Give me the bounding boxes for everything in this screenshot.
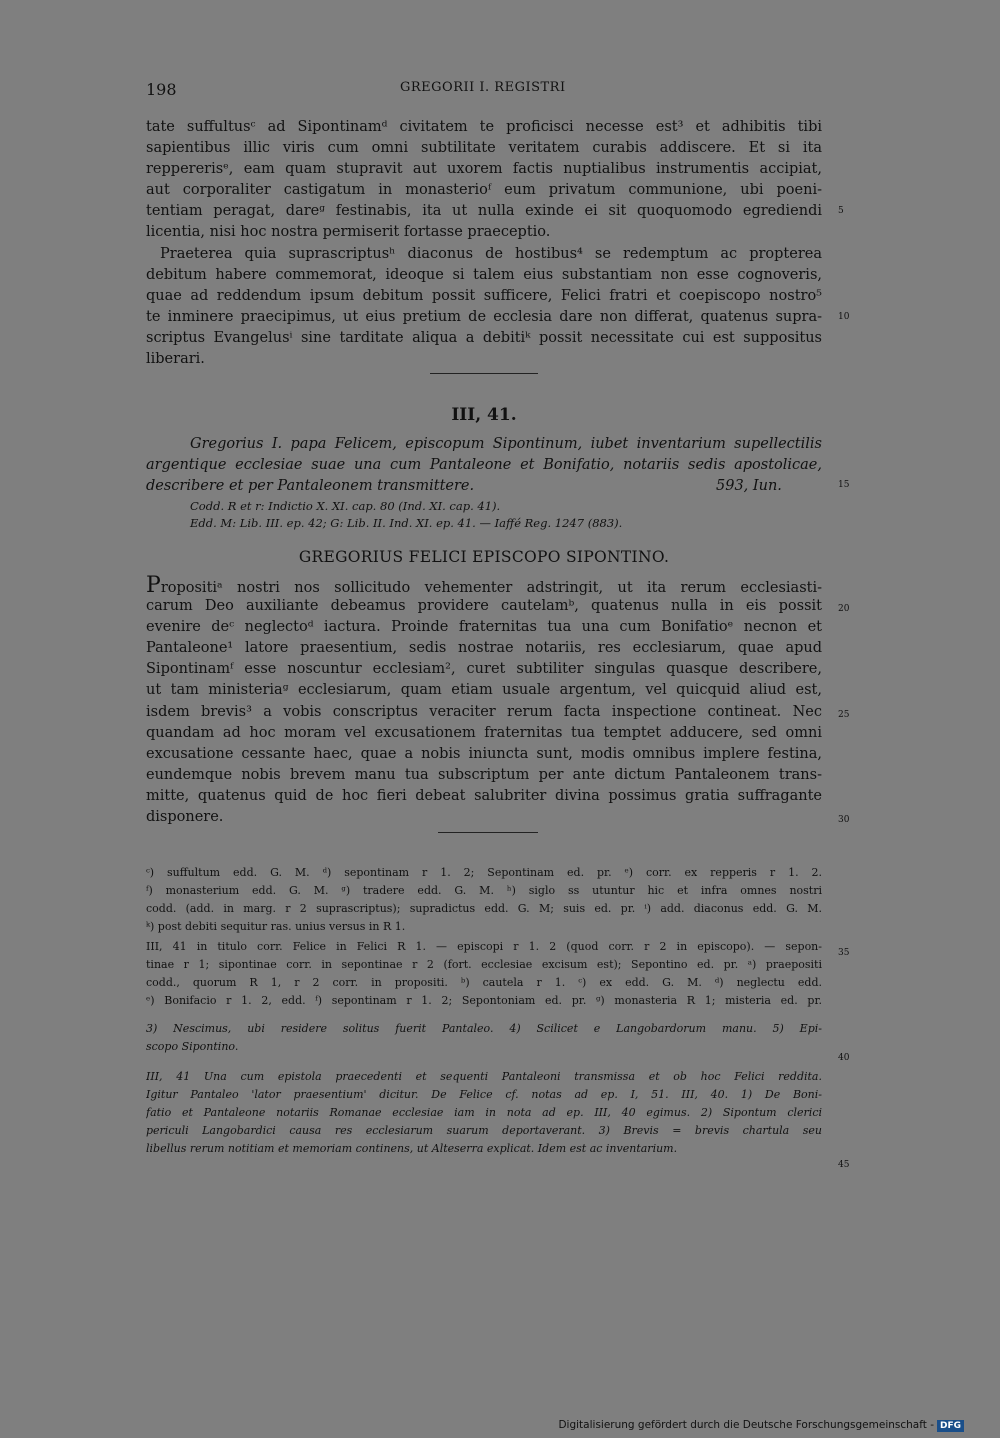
summary-line: argentique ecclesiae suae una cum Pantaleone et Bonifatio, notariis sedis apostolicae,: [146, 457, 822, 474]
text-line: isdem brevis³ a vobis conscriptus veraciter rerum facta inspectione contineat. Nec: [146, 703, 822, 720]
apparatus-line: codd. (add. in marg. r 2 suprascriptus); supradictus edd. G. M; suis ed. pr. ⁱ) add. diaconus edd. G. M.: [146, 902, 822, 915]
historical-notes-1: [146, 1020, 822, 1056]
apparatus-line: tinae r 1; sipontinae corr. in sepontinae r 2 (fort. ecclesiae excisum est); Sepontino ed. pr. ᵃ) praepositi: [146, 958, 822, 971]
digitization-credit: [558, 1419, 964, 1432]
note-line: Igitur Pantaleo 'lator praesentium' dicitur. De Felice cf. notas ad ep. I, 51. III, 40. 1) De Boni-: [146, 1088, 822, 1101]
text-line: scriptus Evangelusⁱ sine tarditate aliqua a debitiᵏ possit necessitate cui est suppositus: [146, 330, 822, 347]
summary-text: describere et per Pantaleonem transmittere.: [146, 478, 475, 495]
epistle-number: III, 41.: [451, 405, 517, 425]
text-line: disponere.: [146, 809, 224, 826]
line-number: 15: [838, 480, 850, 490]
historical-notes-2: [146, 1068, 822, 1158]
text-line: quae ad reddendum ipsum debitum possit sufficere, Felici fratri et coepiscopo nostro⁵: [146, 288, 822, 305]
note-line: scopo Sipontino.: [146, 1040, 239, 1053]
text-line: Praeterea quia suprascriptusʰ diaconus de hostibus⁴ se redemptum ac propterea: [160, 246, 822, 262]
summary-line: [146, 476, 822, 497]
line-number: 30: [838, 815, 850, 825]
text-line: [146, 575, 822, 596]
epistle-summary: [146, 434, 822, 497]
running-title: GREGORII I. REGISTRI: [400, 80, 566, 95]
line-number: 5: [838, 206, 844, 216]
text-line: tentiam peragat, dareᵍ festinabis, ita ut nulla exinde ei sit quoquomodo egrediendi: [146, 203, 822, 220]
note-line: 3) Nescimus, ubi residere solitus fuerit Pantaleo. 4) Scilicet e Langobardorum manu. 5) Epi-: [146, 1022, 822, 1035]
text-line: Pantaleone¹ latore praesentium, sedis nostrae notariis, res ecclesiarum, quae apud: [146, 640, 822, 657]
text-line: carum Deo auxiliante debeamus providere cautelamᵇ, quatenus nulla in eis possit: [146, 598, 822, 615]
text-line: evenire deᶜ neglectoᵈ iactura. Proinde fraternitas tua una cum Bonifatioᵉ necnon et: [146, 619, 822, 636]
dfg-logo: DFG: [937, 1420, 964, 1432]
text-line: debitum habere commemorat, ideoque si talem eius substantiam non esse cognoveris,: [146, 267, 822, 284]
text-line: te inminere praecipimus, ut eius pretium de ecclesia dare non differat, quatenus supra-: [146, 309, 822, 326]
apparatus-criticus-2: [146, 938, 822, 1010]
apparatus-line: codd., quorum R 1, r 2 corr. in propositi. ᵇ) cautela r 1. ᶜ) ex edd. G. M. ᵈ) neglectu edd.: [146, 976, 822, 989]
text-line: licentia, nisi hoc nostra permiserit fortasse praeceptio.: [146, 224, 551, 241]
line-number: 10: [838, 312, 850, 322]
note-line: III, 41 Una cum epistola praecedenti et sequenti Pantaleoni transmissa et ob hoc Felici reddita.: [146, 1070, 822, 1083]
summary-line: Gregorius I. papa Felicem, episcopum Sipontinum, iubet inventarium supellectilis: [190, 436, 822, 452]
text-line-rest: ropositiᵃ nostri nos sollicitudo vehementer adstringit, ut ita rerum ecclesiasti-: [160, 580, 822, 596]
apparatus-line: ᵏ) post debiti sequitur ras. unius versus in R 1.: [146, 920, 406, 933]
text-line: sapientibus illic viris cum omni subtilitate veritatem curabis addiscere. Et si ita: [146, 140, 822, 157]
apparatus-line: III, 41 in titulo corr. Felice in Felici R 1. — episcopi r 1. 2 (quod corr. r 2 in episcopo). — sepon-: [146, 940, 822, 953]
text-line: mitte, quatenus quid de hoc fieri debeat salubriter divina possimus gratia suffragante: [146, 787, 822, 804]
section-divider: [430, 373, 538, 374]
section-divider: [438, 832, 538, 833]
line-number: 25: [838, 710, 850, 720]
line-number: 35: [838, 948, 850, 958]
text-line: reppererisᵉ, eam quam stupravit aut uxorem factis nuptialibus instrumentis accipiat,: [146, 161, 822, 178]
text-line: liberari.: [146, 351, 205, 368]
text-line: excusatione cessante haec, quae a nobis iniuncta sunt, modis omnibus implere festina,: [146, 745, 822, 762]
text-line: tate suffultusᶜ ad Sipontinamᵈ civitatem te proficisci necesse est³ et adhibitis tibi: [146, 119, 822, 135]
text-line: aut corporaliter castigatum in monasterioᶠ eum privatum communione, ubi poeni-: [146, 182, 822, 199]
line-number: 20: [838, 604, 850, 614]
second-paragraph: [146, 244, 822, 371]
note-line: fatio et Pantaleone notariis Romanae ecclesiae iam in nota ad ep. III, 40 egimus. 2) Sipontum clerici: [146, 1106, 822, 1119]
apparatus-line: ᶜ) suffultum edd. G. M. ᵈ) sepontinam r 1. 2; Sepontinam ed. pr. ᵉ) corr. ex repperis r 1. 2.: [146, 866, 822, 879]
page-number: 198: [146, 80, 177, 99]
credit-text: Digitalisierung gefördert durch die Deutsche Forschungsgemeinschaft -: [558, 1419, 934, 1431]
apparatus-criticus-1: [146, 864, 822, 936]
note-line: libellus rerum notitiam et memoriam continens, ut Alteserra explicat. Idem est ac inventarium.: [146, 1142, 678, 1155]
line-number: 45: [838, 1160, 850, 1170]
letter-title: GREGORIUS FELICI EPISCOPO SIPONTINO.: [298, 548, 670, 566]
text-line: ut tam ministeriaᵍ ecclesiarum, quam etiam usuale argentum, vel quicquid aliud est,: [146, 682, 822, 699]
line-number: 40: [838, 1053, 850, 1063]
apparatus-line: ᶠ) monasterium edd. G. M. ᵍ) tradere edd. G. M. ʰ) siglo ss utuntur hic et infra omnes nostri: [146, 884, 822, 897]
text-line: eundemque nobis brevem manu tua subscriptum per ante dictum Pantaleonem trans-: [146, 766, 822, 783]
editions-line: Edd. M: Lib. III. ep. 42; G: Lib. II. Ind. XI. ep. 41. — Iaffé Reg. 1247 (883).: [190, 516, 623, 530]
text-line: quandam ad hoc moram vel excusationem fraternitas tua temptet adducere, sed omni: [146, 724, 822, 741]
note-line: periculi Langobardici causa res ecclesiarum suarum deportaverant. 3) Brevis = brevis chartula seu: [146, 1124, 822, 1137]
summary-date: 593, Iun.: [716, 478, 782, 495]
drop-capital: P: [146, 575, 161, 597]
codices-line: Codd. R et r: Indictio X. XI. cap. 80 (Ind. XI. cap. 41).: [190, 499, 501, 513]
letter-body: [146, 575, 822, 828]
text-line: Sipontinamᶠ esse noscuntur ecclesiam², curet subtiliter singulas quasque describere,: [146, 661, 822, 678]
codices-editions: [190, 498, 622, 532]
apparatus-line: ᵉ) Bonifacio r 1. 2, edd. ᶠ) sepontinam r 1. 2; Sepontoniam ed. pr. ᵍ) monasteria R 1; misteria ed. pr.: [146, 994, 822, 1007]
top-paragraph: [146, 117, 822, 244]
